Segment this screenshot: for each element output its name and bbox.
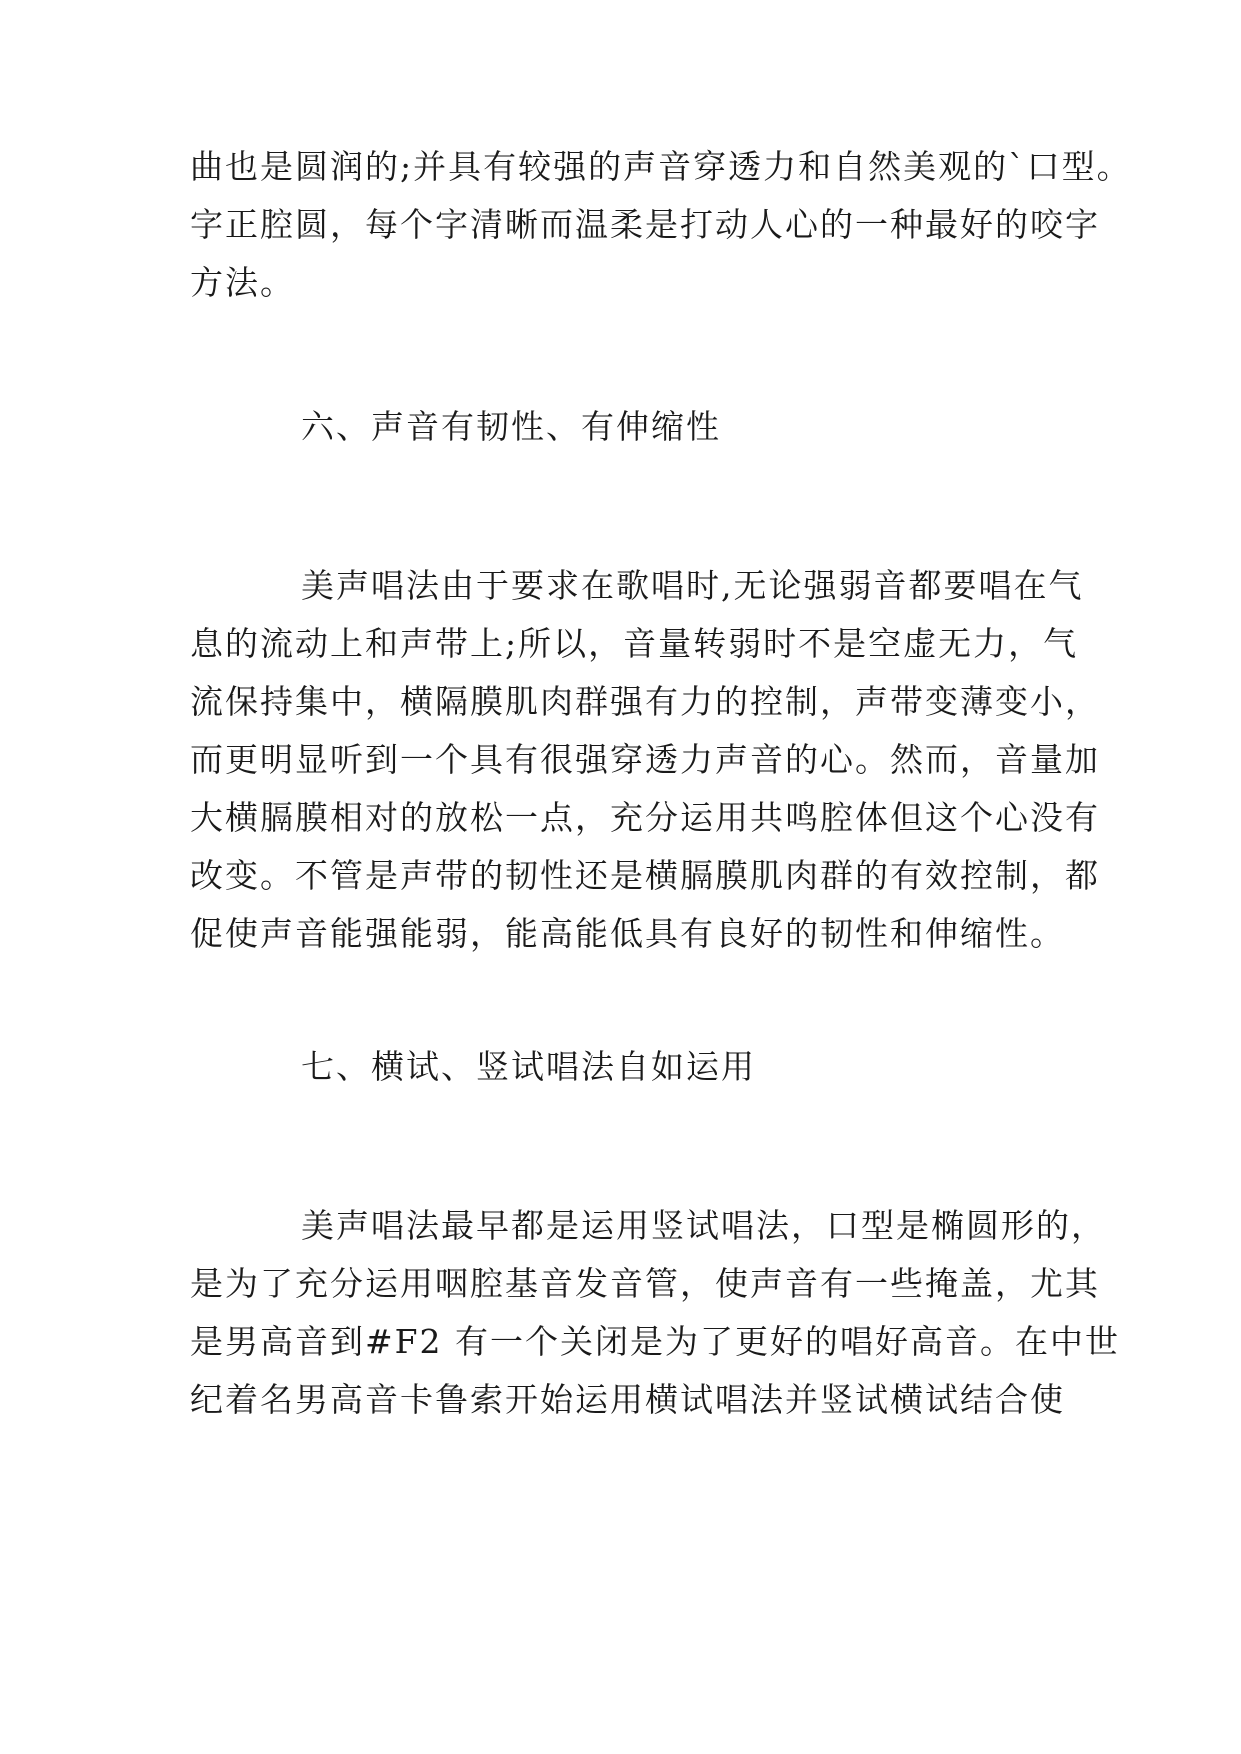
text-line: 是为了充分运用咽腔基音发音管，使声音有一些掩盖，尤其 (190, 1264, 1100, 1303)
text-line: 是男高音到#F2 有一个关闭是为了更好的唱好高音。在中世 (190, 1322, 1121, 1361)
text-line: 美声唱法最早都是运用竖试唱法，口型是椭圆形的， (301, 1206, 1106, 1245)
text-line: 息的流动上和声带上;所以，音量转弱时不是空虚无力，气 (190, 624, 1079, 663)
paragraph-voice-flexibility (190, 557, 1100, 963)
text-line: 促使声音能强能弱，能高能低具有良好的韧性和伸缩性。 (190, 914, 1065, 953)
text-line: 大横膈膜相对的放松一点，充分运用共鸣腔体但这个心没有 (190, 798, 1100, 837)
text-line: 曲也是圆润的;并具有较强的声音穿透力和自然美观的`口型。 (190, 147, 1132, 186)
section-heading-6: 六、声音有韧性、有伸缩性 (301, 407, 721, 446)
text-line: 而更明显听到一个具有很强穿透力声音的心。然而，音量加 (190, 740, 1100, 779)
paragraph-singing-methods (190, 1197, 1121, 1429)
paragraph-mouth-shape (190, 138, 1132, 312)
text-line: 字正腔圆，每个字清晰而温柔是打动人心的一种最好的咬字 (190, 205, 1100, 244)
text-line: 方法。 (190, 263, 295, 302)
section-heading-7: 七、横试、竖试唱法自如运用 (301, 1047, 756, 1086)
text-line: 纪着名男高音卡鲁索开始运用横试唱法并竖试横试结合使 (190, 1380, 1065, 1419)
text-line: 美声唱法由于要求在歌唱时,无论强弱音都要唱在气 (301, 566, 1084, 605)
text-line: 改变。不管是声带的韧性还是横膈膜肌肉群的有效控制，都 (190, 856, 1100, 895)
text-line: 流保持集中，横隔膜肌肉群强有力的控制，声带变薄变小， (190, 682, 1100, 721)
